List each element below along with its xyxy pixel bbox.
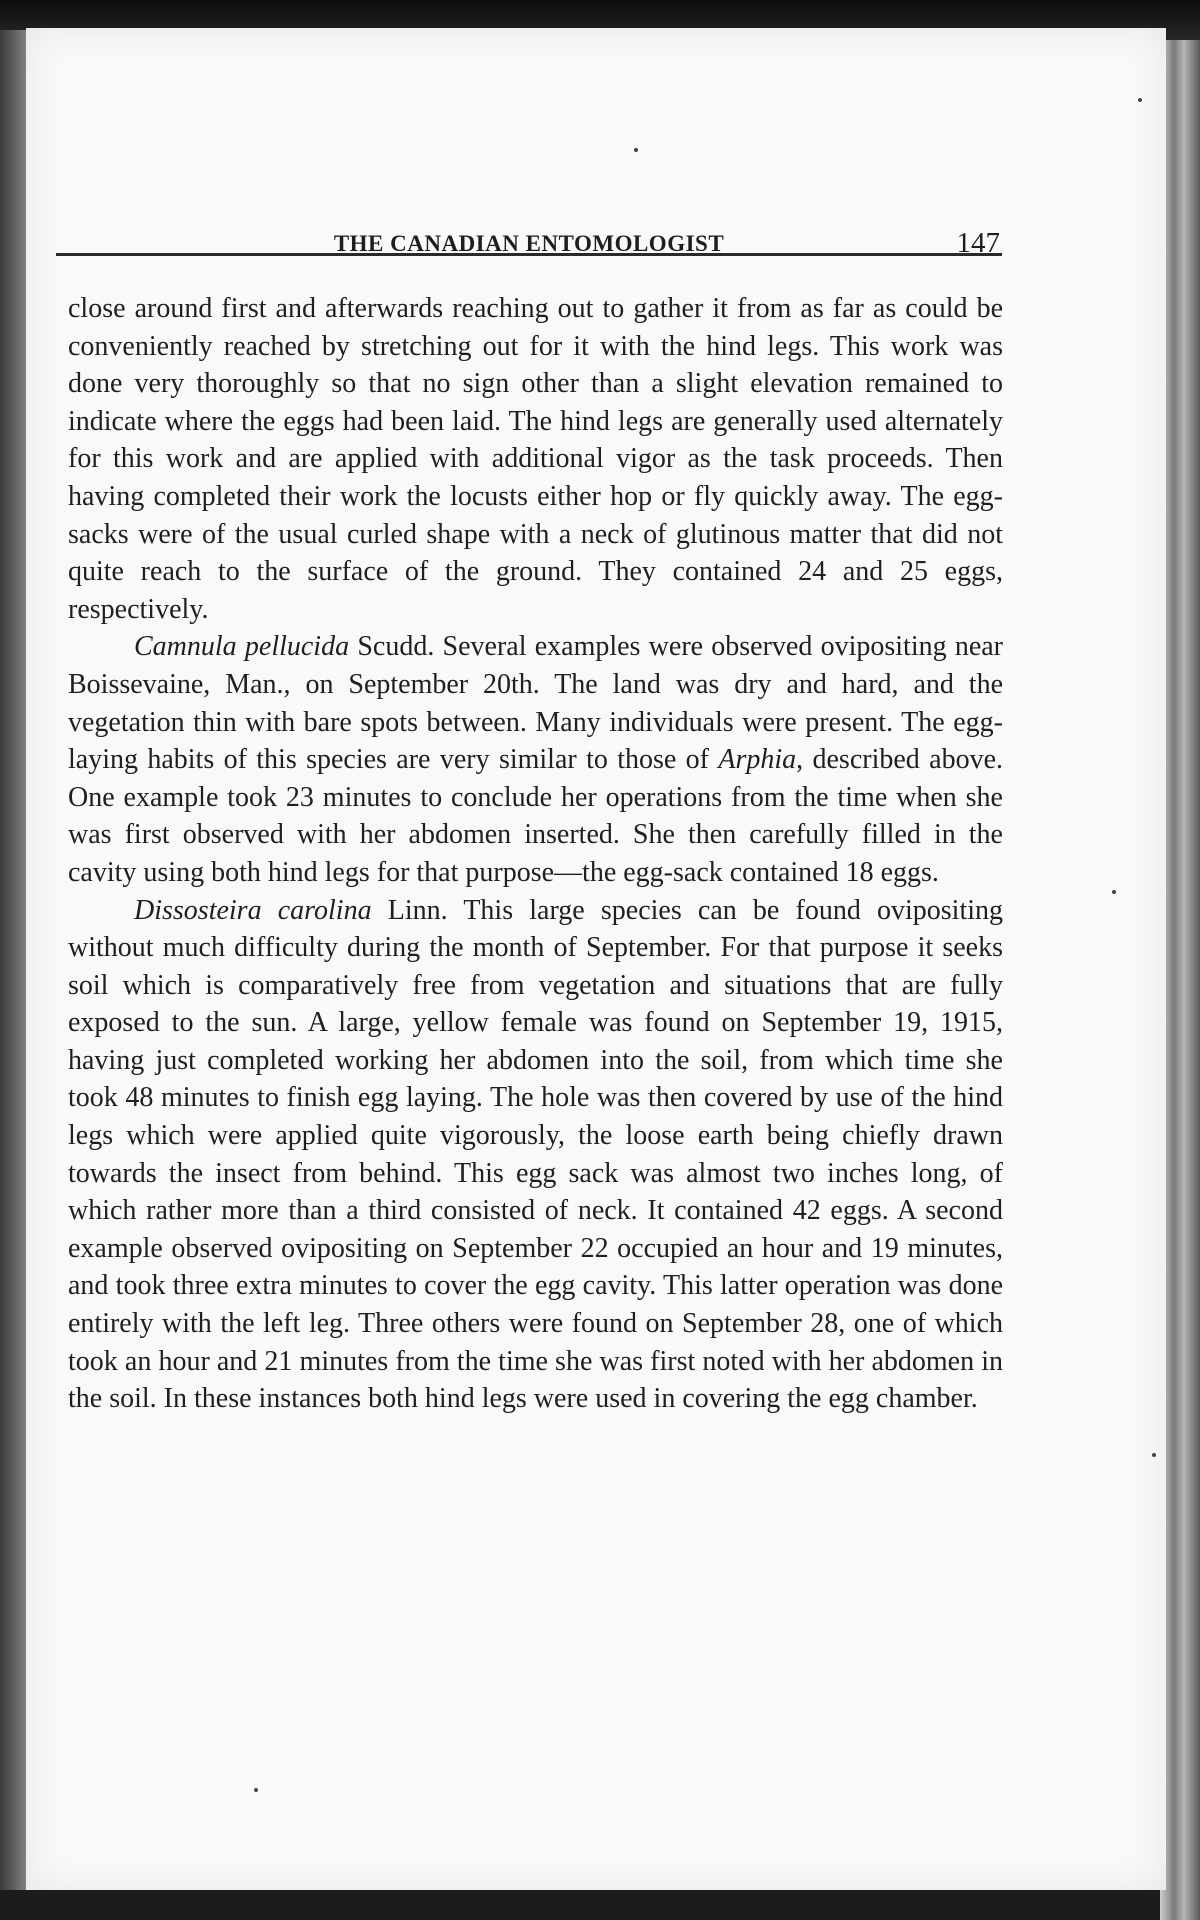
- page-stack-edge-right: [1160, 40, 1200, 1920]
- paper-speck: [634, 148, 638, 152]
- paragraph-text: , described above. One example took 23 minutes to conclude her operations from the time when she was first observed with her abdomen inserted. She then carefully filled in the cavity using both hind legs for that purpose—the egg-sack contained 18 eggs.: [68, 744, 1003, 888]
- paper-speck: [1112, 890, 1116, 894]
- paper-speck: [1152, 1453, 1156, 1457]
- article-body: [68, 290, 1003, 1418]
- paper-speck: [1138, 98, 1142, 102]
- species-authority: Scudd.: [349, 631, 435, 663]
- paragraph-camnula: [68, 628, 1003, 891]
- paper-speck: [254, 1788, 258, 1792]
- page-number: 147: [956, 227, 1000, 259]
- paragraph-text: Several examples were observed ovipositing near Boissevaine, Man., on September 20th. The land was dry and hard, and the vegetation thin with bare spots between. Many individuals were present. The egg-laying habits of this species are very similar to those of: [68, 631, 1003, 776]
- species-name: Dissosteira carolina: [134, 894, 372, 926]
- genus-reference: Arphia: [718, 744, 797, 776]
- paragraph-continuation: close around first and afterwards reaching out to gather it from as far as could be conveniently reached by stretching out for it with the hind legs. This work was done very thoroughly so that no sign other than a slight elevation remained to indicate where the eggs had been laid. The hind legs are generally used alternately for this work and are applied with additional vigor as the task proceeds. Then having completed their work the locusts either hop or fly quickly away. The egg-sacks were of the usual curled shape with a neck of glutinous matter that did not quite reach to the surface of the ground. They contained 24 and 25 eggs, respectively.: [68, 293, 1003, 625]
- species-authority: Linn.: [371, 894, 448, 926]
- species-name: Camnula pellucida: [134, 631, 350, 663]
- paragraph-dissosteira: [68, 892, 1003, 1418]
- running-header: [56, 205, 1002, 259]
- journal-title: THE CANADIAN ENTOMOLOGIST: [333, 231, 725, 256]
- paragraph-text: This large species can be found ovipositing without much difficulty during the month of September. For that purpose it seeks soil which is comparatively free from vegetation and situations that are fully exposed to the sun. A large, yellow female was found on September 19, 1915, having just completed working her abdomen into the soil, from which time she took 48 minutes to finish egg laying. The hole was then covered by use of the hind legs which were applied quite vigorously, the loose earth being chiefly drawn towards the insect from behind. This egg sack was almost two inches long, of which rather more than a third consisted of neck. It contained 42 eggs. A second example observed ovipositing on September 22 occupied an hour and 19 minutes, and took three extra minutes to cover the egg cavity. This latter operation was done entirely with the left leg. Three others were found on September 28, one of which took an hour and 21 minutes from the time she was first noted with her abdomen in the soil. In these instances both hind legs were used in covering the egg chamber.: [68, 894, 1004, 1415]
